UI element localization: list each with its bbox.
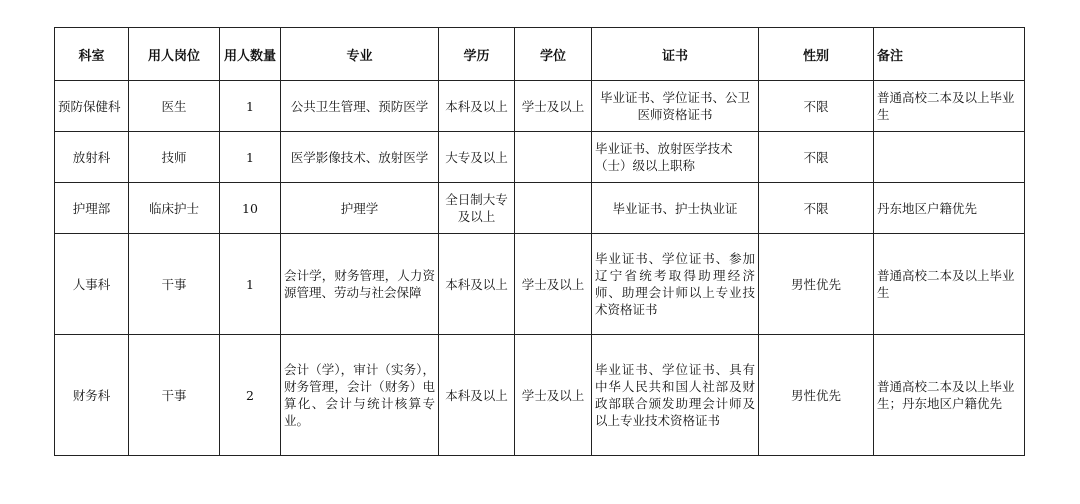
cell-remarks: 普通高校二本及以上毕业生 <box>874 81 1025 132</box>
cell-gender: 不限 <box>759 132 874 183</box>
cell-major: 医学影像技术、放射医学 <box>281 132 439 183</box>
header-certificate: 证书 <box>592 28 759 81</box>
cell-dept: 人事科 <box>55 234 129 335</box>
cell-education: 大专及以上 <box>439 132 515 183</box>
cell-education: 全日制大专及以上 <box>439 183 515 234</box>
cell-certificate: 毕业证书、学位证书、参加辽宁省统考取得助理经济师、助理会计师以上专业技术资格证书 <box>592 234 759 335</box>
header-gender: 性别 <box>759 28 874 81</box>
header-major: 专业 <box>281 28 439 81</box>
cell-degree: 学士及以上 <box>515 335 592 456</box>
header-count: 用人数量 <box>220 28 281 81</box>
cell-position: 干事 <box>129 335 220 456</box>
header-degree: 学位 <box>515 28 592 81</box>
table-row <box>55 132 1025 183</box>
cell-dept: 放射科 <box>55 132 129 183</box>
cell-position: 干事 <box>129 234 220 335</box>
cell-certificate: 毕业证书、学位证书、具有中华人民共和国人社部及财政部联合颁发助理会计师及以上专业技术资格证书 <box>592 335 759 456</box>
cell-major: 护理学 <box>281 183 439 234</box>
cell-degree: 学士及以上 <box>515 81 592 132</box>
cell-gender: 不限 <box>759 183 874 234</box>
table-row <box>55 183 1025 234</box>
cell-count: 10 <box>220 183 281 234</box>
cell-remarks <box>874 132 1025 183</box>
cell-position: 技师 <box>129 132 220 183</box>
table-row <box>55 81 1025 132</box>
cell-dept: 护理部 <box>55 183 129 234</box>
table-row <box>55 234 1025 335</box>
cell-certificate: 毕业证书、护士执业证 <box>592 183 759 234</box>
cell-gender: 不限 <box>759 81 874 132</box>
cell-remarks: 普通高校二本及以上毕业生 <box>874 234 1025 335</box>
cell-education: 本科及以上 <box>439 335 515 456</box>
header-education: 学历 <box>439 28 515 81</box>
header-position: 用人岗位 <box>129 28 220 81</box>
cell-degree: 学士及以上 <box>515 234 592 335</box>
header-row <box>55 28 1025 81</box>
cell-count: 1 <box>220 234 281 335</box>
cell-gender: 男性优先 <box>759 234 874 335</box>
cell-dept: 财务科 <box>55 335 129 456</box>
cell-degree <box>515 183 592 234</box>
table-row <box>55 335 1025 456</box>
header-remarks: 备注 <box>874 28 1025 81</box>
cell-major: 会计（学），审计（实务），财务管理，会计（财务）电算化、会计与统计核算专业。 <box>281 335 439 456</box>
cell-certificate: 毕业证书、学位证书、公卫医师资格证书 <box>592 81 759 132</box>
cell-major: 公共卫生管理、预防医学 <box>281 81 439 132</box>
cell-dept: 预防保健科 <box>55 81 129 132</box>
cell-education: 本科及以上 <box>439 234 515 335</box>
recruitment-table <box>54 27 1025 456</box>
cell-count: 1 <box>220 132 281 183</box>
cell-major: 会计学，财务管理，人力资源管理、劳动与社会保障 <box>281 234 439 335</box>
cell-degree <box>515 132 592 183</box>
cell-education: 本科及以上 <box>439 81 515 132</box>
cell-remarks: 丹东地区户籍优先 <box>874 183 1025 234</box>
header-dept: 科室 <box>55 28 129 81</box>
cell-count: 1 <box>220 81 281 132</box>
cell-remarks: 普通高校二本及以上毕业生；丹东地区户籍优先 <box>874 335 1025 456</box>
cell-count: 2 <box>220 335 281 456</box>
cell-gender: 男性优先 <box>759 335 874 456</box>
cell-position: 临床护士 <box>129 183 220 234</box>
cell-position: 医生 <box>129 81 220 132</box>
cell-certificate: 毕业证书、放射医学技术（士）级以上职称 <box>592 132 759 183</box>
